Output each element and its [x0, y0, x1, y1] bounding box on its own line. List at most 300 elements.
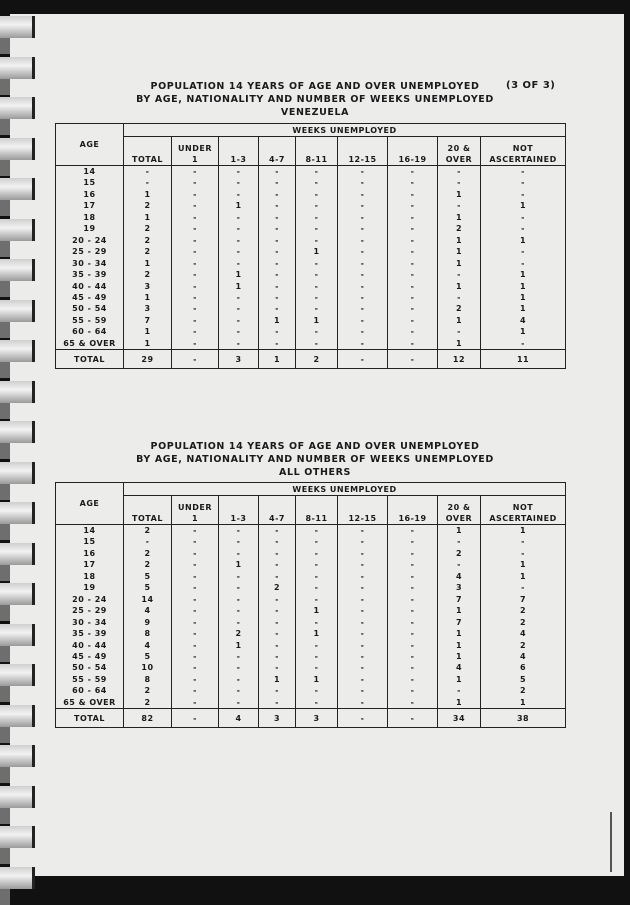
value-cell: - — [172, 594, 219, 605]
table-row — [56, 685, 566, 696]
value-cell: - — [124, 177, 172, 188]
table-row — [56, 246, 566, 257]
value-cell: - — [338, 166, 388, 178]
value-cell: 1 — [438, 246, 481, 257]
binding-ring — [0, 300, 35, 322]
total-value-cell: 1 — [259, 350, 296, 369]
age-cell: 18 — [56, 212, 124, 223]
value-cell: - — [338, 559, 388, 570]
value-cell: 1 — [219, 559, 259, 570]
total-value-cell: 3 — [296, 709, 338, 728]
value-cell: - — [388, 628, 438, 639]
col-header-16-19: 16-19 — [388, 496, 438, 525]
age-cell: 18 — [56, 571, 124, 582]
age-cell: 40 - 44 — [56, 281, 124, 292]
ring-shadow — [0, 765, 10, 783]
value-cell: - — [219, 292, 259, 303]
value-cell: - — [259, 258, 296, 269]
value-cell: 2 — [124, 269, 172, 280]
value-cell: - — [338, 303, 388, 314]
value-cell: 2 — [219, 628, 259, 639]
value-cell: - — [172, 326, 219, 337]
value-cell: - — [296, 651, 338, 662]
value-cell: - — [172, 292, 219, 303]
ring-shadow — [0, 563, 10, 581]
value-cell: - — [172, 166, 219, 178]
value-cell: - — [296, 685, 338, 696]
value-cell: 1 — [296, 605, 338, 616]
value-cell: 10 — [124, 662, 172, 673]
value-cell: - — [481, 258, 566, 269]
value-cell: - — [338, 651, 388, 662]
value-cell: 1 — [438, 628, 481, 639]
total-value-cell: 11 — [481, 350, 566, 369]
binding-ring — [0, 57, 35, 79]
value-cell: - — [388, 258, 438, 269]
age-cell: 19 — [56, 582, 124, 593]
value-cell: - — [438, 559, 481, 570]
value-cell: 1 — [438, 338, 481, 350]
value-cell: - — [172, 189, 219, 200]
value-cell: 8 — [124, 674, 172, 685]
value-cell: - — [296, 223, 338, 234]
value-cell: 6 — [481, 662, 566, 673]
value-cell: 4 — [124, 640, 172, 651]
value-cell: - — [296, 235, 338, 246]
value-cell: 1 — [481, 525, 566, 537]
value-cell: - — [172, 303, 219, 314]
age-cell: 14 — [56, 166, 124, 178]
value-cell: - — [219, 235, 259, 246]
table-row — [56, 338, 566, 350]
value-cell: - — [338, 605, 388, 616]
ring-shadow — [0, 806, 10, 824]
binding-ring — [0, 259, 35, 281]
binding-ring — [0, 16, 35, 38]
age-cell: 17 — [56, 200, 124, 211]
value-cell: - — [172, 685, 219, 696]
table-row — [56, 326, 566, 337]
value-cell: - — [338, 258, 388, 269]
binding-ring — [0, 138, 35, 160]
value-cell: - — [438, 166, 481, 178]
value-cell: - — [172, 258, 219, 269]
table1-title-line2: BY AGE, NATIONALITY AND NUMBER OF WEEKS UNEMPLOYED — [136, 94, 494, 105]
value-cell: - — [259, 536, 296, 547]
value-cell: 1 — [219, 269, 259, 280]
value-cell: - — [172, 338, 219, 350]
value-cell: - — [388, 246, 438, 257]
value-cell: - — [338, 338, 388, 350]
value-cell: 14 — [124, 594, 172, 605]
ring-shadow — [0, 36, 10, 54]
value-cell: 3 — [438, 582, 481, 593]
table-row — [56, 212, 566, 223]
table-venezuela — [55, 123, 566, 369]
spiral-binding — [0, 0, 36, 878]
age-cell: 35 - 39 — [56, 628, 124, 639]
value-cell: - — [296, 326, 338, 337]
value-cell: - — [388, 315, 438, 326]
value-cell: - — [219, 605, 259, 616]
value-cell: 5 — [124, 651, 172, 662]
value-cell: - — [388, 189, 438, 200]
value-cell: - — [438, 200, 481, 211]
value-cell: - — [338, 326, 388, 337]
value-cell: - — [259, 223, 296, 234]
value-cell: - — [388, 651, 438, 662]
value-cell: 2 — [124, 559, 172, 570]
binding-ring — [0, 826, 35, 848]
value-cell: - — [259, 651, 296, 662]
table-row — [56, 571, 566, 582]
value-cell: 1 — [219, 281, 259, 292]
ring-shadow — [0, 360, 10, 378]
table-row — [56, 303, 566, 314]
value-cell: 1 — [296, 246, 338, 257]
table-row — [56, 235, 566, 246]
total-value-cell: - — [172, 350, 219, 369]
value-cell: - — [219, 594, 259, 605]
table-row — [56, 640, 566, 651]
col-header-4-7: 4-7 — [259, 137, 296, 166]
value-cell: - — [338, 548, 388, 559]
value-cell: - — [438, 536, 481, 547]
value-cell: - — [219, 697, 259, 709]
table-row — [56, 200, 566, 211]
value-cell: 7 — [481, 594, 566, 605]
ring-shadow — [0, 198, 10, 216]
value-cell: - — [338, 189, 388, 200]
total-value-cell: - — [388, 350, 438, 369]
value-cell: - — [172, 617, 219, 628]
value-cell: - — [259, 628, 296, 639]
total-value-cell: - — [338, 709, 388, 728]
value-cell: - — [338, 640, 388, 651]
age-cell: 25 - 29 — [56, 246, 124, 257]
value-cell: 1 — [438, 605, 481, 616]
total-value-cell: 3 — [219, 350, 259, 369]
value-cell: 1 — [481, 281, 566, 292]
value-cell: - — [296, 536, 338, 547]
total-value-cell: 82 — [124, 709, 172, 728]
table-row — [56, 258, 566, 269]
age-cell: 16 — [56, 189, 124, 200]
value-cell: - — [338, 281, 388, 292]
age-cell: 65 & OVER — [56, 697, 124, 709]
value-cell: - — [388, 548, 438, 559]
binding-ring — [0, 381, 35, 403]
value-cell: 1 — [481, 269, 566, 280]
value-cell: - — [172, 571, 219, 582]
value-cell: - — [338, 315, 388, 326]
age-cell: 65 & OVER — [56, 338, 124, 350]
value-cell: - — [172, 315, 219, 326]
value-cell: - — [219, 166, 259, 178]
value-cell: - — [219, 326, 259, 337]
age-cell: 25 - 29 — [56, 605, 124, 616]
table-row — [56, 166, 566, 178]
total-value-cell: 12 — [438, 350, 481, 369]
ring-shadow — [0, 725, 10, 743]
weeks-unemployed-header: WEEKS UNEMPLOYED — [124, 124, 566, 137]
age-cell: 60 - 64 — [56, 326, 124, 337]
value-cell: - — [219, 223, 259, 234]
value-cell: - — [172, 640, 219, 651]
binding-ring — [0, 745, 35, 767]
value-cell: 1 — [438, 640, 481, 651]
ring-shadow — [0, 401, 10, 419]
value-cell: 2 — [124, 235, 172, 246]
value-cell: - — [259, 605, 296, 616]
value-cell: 8 — [124, 628, 172, 639]
value-cell: - — [259, 326, 296, 337]
value-cell: - — [338, 235, 388, 246]
value-cell: 1 — [259, 315, 296, 326]
ring-shadow — [0, 603, 10, 621]
age-cell: 45 - 49 — [56, 292, 124, 303]
value-cell: - — [338, 617, 388, 628]
value-cell: 1 — [438, 212, 481, 223]
table-row — [56, 269, 566, 280]
value-cell: - — [296, 338, 338, 350]
binding-ring — [0, 583, 35, 605]
value-cell: - — [296, 571, 338, 582]
value-cell: - — [259, 338, 296, 350]
age-cell: 15 — [56, 177, 124, 188]
value-cell: 5 — [481, 674, 566, 685]
table-row — [56, 628, 566, 639]
page-indicator: (3 OF 3) — [506, 80, 556, 91]
weeks-unemployed-header: WEEKS UNEMPLOYED — [124, 483, 566, 496]
value-cell: - — [172, 212, 219, 223]
value-cell: - — [219, 548, 259, 559]
total-row — [56, 709, 566, 728]
value-cell: - — [219, 536, 259, 547]
col-header-under-1: UNDER 1 — [172, 496, 219, 525]
value-cell: - — [338, 246, 388, 257]
value-cell: 1 — [124, 292, 172, 303]
value-cell: - — [219, 303, 259, 314]
value-cell: - — [338, 292, 388, 303]
value-cell: - — [259, 525, 296, 537]
value-cell: - — [388, 292, 438, 303]
ring-shadow — [0, 320, 10, 338]
value-cell: - — [338, 177, 388, 188]
value-cell: - — [481, 338, 566, 350]
value-cell: - — [259, 640, 296, 651]
value-cell: - — [172, 651, 219, 662]
value-cell: - — [338, 212, 388, 223]
ring-shadow — [0, 644, 10, 662]
table-row — [56, 281, 566, 292]
value-cell: 2 — [438, 303, 481, 314]
col-header-not-ascertained: NOT ASCERTAINED — [481, 137, 566, 166]
value-cell: - — [219, 338, 259, 350]
value-cell: - — [259, 246, 296, 257]
value-cell: 1 — [438, 651, 481, 662]
value-cell: - — [481, 582, 566, 593]
value-cell: 1 — [124, 326, 172, 337]
value-cell: - — [481, 189, 566, 200]
value-cell: - — [338, 536, 388, 547]
value-cell: 1 — [219, 640, 259, 651]
age-header: AGE — [56, 124, 124, 166]
ring-shadow — [0, 117, 10, 135]
value-cell: - — [219, 662, 259, 673]
value-cell: - — [296, 200, 338, 211]
value-cell: - — [172, 281, 219, 292]
value-cell: 2 — [124, 223, 172, 234]
binding-ring — [0, 786, 35, 808]
col-header-total: TOTAL — [124, 137, 172, 166]
value-cell: - — [219, 246, 259, 257]
value-cell: - — [219, 212, 259, 223]
value-cell: 2 — [259, 582, 296, 593]
value-cell: 4 — [481, 628, 566, 639]
value-cell: 2 — [481, 685, 566, 696]
value-cell: - — [388, 223, 438, 234]
value-cell: 2 — [124, 685, 172, 696]
ring-shadow — [0, 522, 10, 540]
value-cell: 1 — [124, 212, 172, 223]
value-cell: 1 — [438, 235, 481, 246]
value-cell: 1 — [438, 697, 481, 709]
ring-shadow — [0, 158, 10, 176]
value-cell: - — [296, 617, 338, 628]
ring-shadow — [0, 846, 10, 864]
table-row — [56, 697, 566, 709]
table-row — [56, 525, 566, 537]
value-cell: 1 — [438, 674, 481, 685]
value-cell: - — [124, 536, 172, 547]
value-cell: - — [259, 559, 296, 570]
value-cell: 7 — [124, 315, 172, 326]
value-cell: - — [388, 303, 438, 314]
value-cell: - — [296, 292, 338, 303]
value-cell: - — [388, 326, 438, 337]
value-cell: - — [219, 258, 259, 269]
value-cell: - — [259, 594, 296, 605]
value-cell: - — [296, 640, 338, 651]
value-cell: - — [438, 269, 481, 280]
value-cell: - — [172, 177, 219, 188]
age-cell: 20 - 24 — [56, 235, 124, 246]
total-value-cell: - — [388, 709, 438, 728]
value-cell: 2 — [481, 640, 566, 651]
value-cell: - — [296, 177, 338, 188]
col-header-20-and-over: 20 & OVER — [438, 496, 481, 525]
col-header-1-3: 1-3 — [219, 137, 259, 166]
total-value-cell: - — [338, 350, 388, 369]
total-value-cell: 2 — [296, 350, 338, 369]
age-cell: 40 - 44 — [56, 640, 124, 651]
age-cell: 30 - 34 — [56, 258, 124, 269]
value-cell: - — [388, 594, 438, 605]
col-header-not-ascertained: NOT ASCERTAINED — [481, 496, 566, 525]
age-cell: 60 - 64 — [56, 685, 124, 696]
col-header-12-15: 12-15 — [338, 137, 388, 166]
table-row — [56, 292, 566, 303]
age-cell: 17 — [56, 559, 124, 570]
table-row — [56, 605, 566, 616]
value-cell: - — [296, 594, 338, 605]
value-cell: - — [219, 674, 259, 685]
age-cell: 55 - 59 — [56, 674, 124, 685]
value-cell: - — [388, 662, 438, 673]
age-header: AGE — [56, 483, 124, 525]
table-row — [56, 651, 566, 662]
col-header-8-11: 8-11 — [296, 137, 338, 166]
value-cell: 1 — [481, 235, 566, 246]
age-cell: 50 - 54 — [56, 662, 124, 673]
value-cell: - — [338, 269, 388, 280]
value-cell: - — [172, 674, 219, 685]
col-header-total: TOTAL — [124, 496, 172, 525]
value-cell: 1 — [481, 303, 566, 314]
value-cell: - — [388, 536, 438, 547]
value-cell: 1 — [219, 200, 259, 211]
value-cell: - — [481, 177, 566, 188]
table1-title-line1: POPULATION 14 YEARS OF AGE AND OVER UNEMPLOYED — [150, 81, 480, 92]
value-cell: 1 — [124, 338, 172, 350]
value-cell: - — [172, 628, 219, 639]
value-cell: - — [259, 189, 296, 200]
value-cell: - — [481, 548, 566, 559]
value-cell: - — [388, 582, 438, 593]
ring-shadow — [0, 684, 10, 702]
page-edge-mark — [610, 812, 612, 872]
value-cell: - — [388, 571, 438, 582]
value-cell: - — [259, 548, 296, 559]
value-cell: 9 — [124, 617, 172, 628]
value-cell: - — [219, 582, 259, 593]
value-cell: 2 — [481, 605, 566, 616]
table-row — [56, 559, 566, 570]
value-cell: - — [296, 303, 338, 314]
value-cell: - — [388, 697, 438, 709]
value-cell: - — [296, 559, 338, 570]
value-cell: 2 — [124, 548, 172, 559]
value-cell: 1 — [481, 559, 566, 570]
value-cell: - — [296, 281, 338, 292]
value-cell: - — [172, 246, 219, 257]
value-cell: 3 — [124, 281, 172, 292]
age-cell: 55 - 59 — [56, 315, 124, 326]
value-cell: 1 — [481, 292, 566, 303]
value-cell: - — [172, 582, 219, 593]
value-cell: - — [388, 269, 438, 280]
value-cell: - — [438, 685, 481, 696]
value-cell: - — [172, 662, 219, 673]
value-cell: 1 — [438, 258, 481, 269]
age-cell: 15 — [56, 536, 124, 547]
value-cell: - — [438, 292, 481, 303]
value-cell: - — [296, 525, 338, 537]
col-header-under-1: UNDER 1 — [172, 137, 219, 166]
value-cell: - — [259, 685, 296, 696]
value-cell: 2 — [124, 525, 172, 537]
value-cell: - — [296, 269, 338, 280]
value-cell: - — [259, 697, 296, 709]
value-cell: 1 — [438, 281, 481, 292]
ring-shadow — [0, 482, 10, 500]
value-cell: - — [219, 571, 259, 582]
value-cell: - — [219, 189, 259, 200]
table-row — [56, 177, 566, 188]
value-cell: - — [219, 177, 259, 188]
value-cell: - — [388, 617, 438, 628]
